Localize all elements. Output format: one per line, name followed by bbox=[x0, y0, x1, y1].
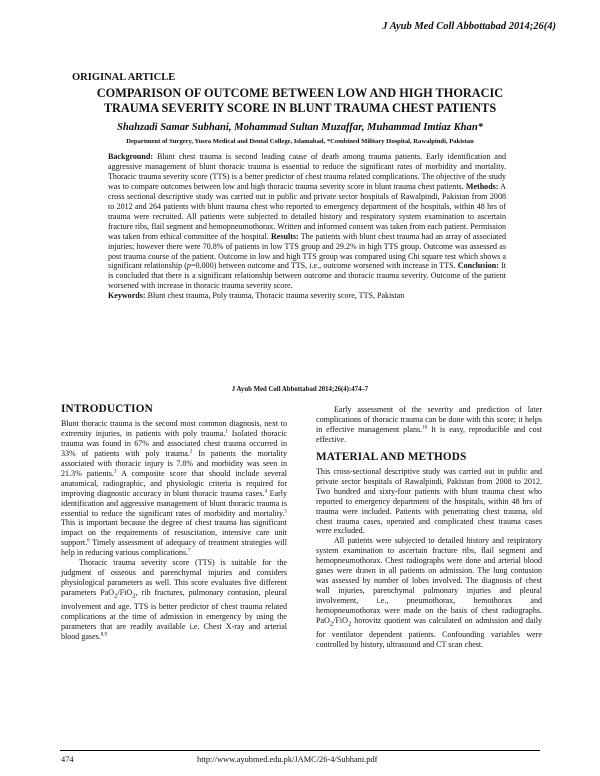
results-tail: =0.000) between outcome and TTS, i.e., outcome worsened with increase in TTS. bbox=[190, 261, 456, 271]
right-column bbox=[316, 405, 542, 650]
intro-paragraph-2: Thoracic trauma severity score (TTS) is suitable for the judgment of osseous and parenchymal injuries and considers physiological parameters as well. This score evaluates five different parameters PaO$_2$/FiO$_2$, rib fractures, pulmonary contusion, pleural involvement and age. TTS is better predictor of chest trauma related complications at the time of admission in emergency by using the parameters that are readily available i.e. Chest X-ray and arterial blood gases.$^{8,9}$ bbox=[61, 558, 287, 641]
article-type: ORIGINAL ARTICLE bbox=[72, 72, 176, 83]
authors: Shahzadi Samar Subhani, Mohammad Sultan Muzaffar, Muhammad Imtiaz Khan* bbox=[116, 122, 484, 133]
conclusion-text: It is concluded that there is a significant relationship between outcome and thoracic trauma severity. Outcome of the patient worsened with increase in thoracic trauma severity score. bbox=[108, 261, 506, 291]
left-column bbox=[61, 405, 287, 642]
footer-rule bbox=[60, 750, 540, 751]
background-text: Blunt chest trauma is second leading cause of death among trauma patients. Early identification and aggressive management of blunt thoracic trauma is essential to reduce the significant rates of morbidity and mortality. Thoracic trauma severity score (TTS) is a better predictor of chest trauma related complications. The objective of the study was to compare outcomes between low and high thoracic trauma severity score in blunt trauma chest patients. bbox=[108, 152, 506, 191]
citation-line: J Ayub Med Coll Abbottabad 2014;26(4):474–7 bbox=[231, 386, 369, 393]
keywords-label: Keywords: bbox=[108, 291, 146, 301]
methods-paragraph-1: This cross-sectional descriptive study was carried out in public and private sector hospitals of Rawalpindi, Pakistan from 2008 to 2012. Two hundred and sixty-four patients with blunt trauma chest who reported to emergency department of the hospitals, within 48 hrs of trauma were included. Patients with penetrating chest trauma, old chest trauma cases, operated and complicated chest trauma cases were excluded. bbox=[316, 466, 542, 536]
footer-url[interactable]: http://www.ayubmed.edu.pk/JAMC/26-4/Subhani.pdf bbox=[197, 755, 378, 764]
methods-label: Methods: bbox=[465, 181, 499, 191]
article-title bbox=[60, 86, 540, 116]
methods-text: A cross sectional descriptive study was carried out in public and private sector hospitals of Rawalpindi, Pakistan from 2008 to 2012 and 264 patients with blunt trauma chest who reported to emergency department of the hospitals, within 48 hrs of trauma were recruited. All patients were subjected to detailed history and respiratory system examination to ascertain fracture ribs, flail segment and hemopneumothorax. Written and informed consent was taken from each patient. Permission was taken from ethical committee of the hospital. bbox=[108, 181, 506, 241]
methods-heading: MATERIAL AND METHODS bbox=[316, 450, 467, 463]
conclusion-label: Conclusion: bbox=[457, 261, 499, 271]
results-label: Results: bbox=[270, 231, 299, 241]
p-value-symbol: p bbox=[186, 261, 191, 271]
intro-paragraph-3: Early assessment of the severity and prediction of later complications of thoracic trauma can be done with this score; it helps in effective management plans.$^{10}$ It is easy, reproducible and cost effective. bbox=[316, 405, 542, 444]
introduction-heading: INTRODUCTION bbox=[61, 403, 153, 415]
background-label: Background: bbox=[108, 152, 154, 161]
keywords-text: Blunt chest trauma, Poly trauma, Thoracic trauma severity score, TTS, Pakistan bbox=[145, 291, 405, 301]
page-number: 474 bbox=[61, 755, 74, 764]
affiliation: Department of Surgery, Yusra Medical and Dental College, Islamabad, *Combined Military Hospital, Rawalpindi, Pakistan bbox=[126, 138, 474, 145]
title-line-1: COMPARISON OF OUTCOME BETWEEN LOW AND HIGH THORACIC bbox=[96, 86, 504, 100]
intro-paragraph-1: Blunt thoracic trauma is the second most common diagnosis, next to extremity injuries, in patients with poly trauma.$^1$ Isolated thoracic trauma was found in 67% and associated chest trauma occurred in 33% of patients with poly trauma.$^2$ In patients the mortality associated with thoracic injury is 7.8% and morbidity was seen in 21.3% patients.$^3$ A composite score that should include several anatomical, radiographic, and physiologic criteria is required for improving diagnostic accuracy in blunt thoracic trauma cases.$^4$ Early identification and aggressive management of blunt thoracic trauma is essential to reduce the significant rates of morbidity and mortality.$^5$ This is important because the degree of chest trauma has significant impact on the requirements of resuscitation, intensive care unit support.$^6$ Timely assessment of adequacy of treatment strategies will help in reducing various complications.$^7$ bbox=[61, 418, 287, 558]
abstract bbox=[108, 152, 506, 301]
journal-header: J Ayub Med Coll Abbottabad 2014;26(4) bbox=[382, 21, 556, 32]
title-line-2: TRAUMA SEVERITY SCORE IN BLUNT TRAUMA CHEST PATIENTS bbox=[103, 101, 497, 115]
methods-paragraph-2: All patients were subjected to detailed history and respiratory system examination to ascertain fracture ribs, flail segment and hemopneumothorax. Chest radiographs were done and arterial blood gases were drawn in all patients on admission. The lung contusion was assessed by number of lobes involved. The diagnosis of chest wall injuries, parenchymal pulmonary injuries and pleural involvement, i.e., pneumothorax, hemothorax and hemopneumothorax were made on the basis of chest radiographs. PaO$_2$/FiO$_2$ horovitz quotient was calculated on admission and daily for ventilator dependent patients. Confounding variables were controlled by history, ultrasound and CT scan chest. bbox=[316, 536, 542, 649]
results-text: The patients with blunt chest trauma had an array of associated injuries; however there were 70.8% of patients in low TTS group and 29.2% in high TTS group. Outcome was assessed as post trauma course of the patient. Outcome in low and high TTS group was compared using Chi square test which shows a significant relationship ( bbox=[108, 231, 506, 271]
